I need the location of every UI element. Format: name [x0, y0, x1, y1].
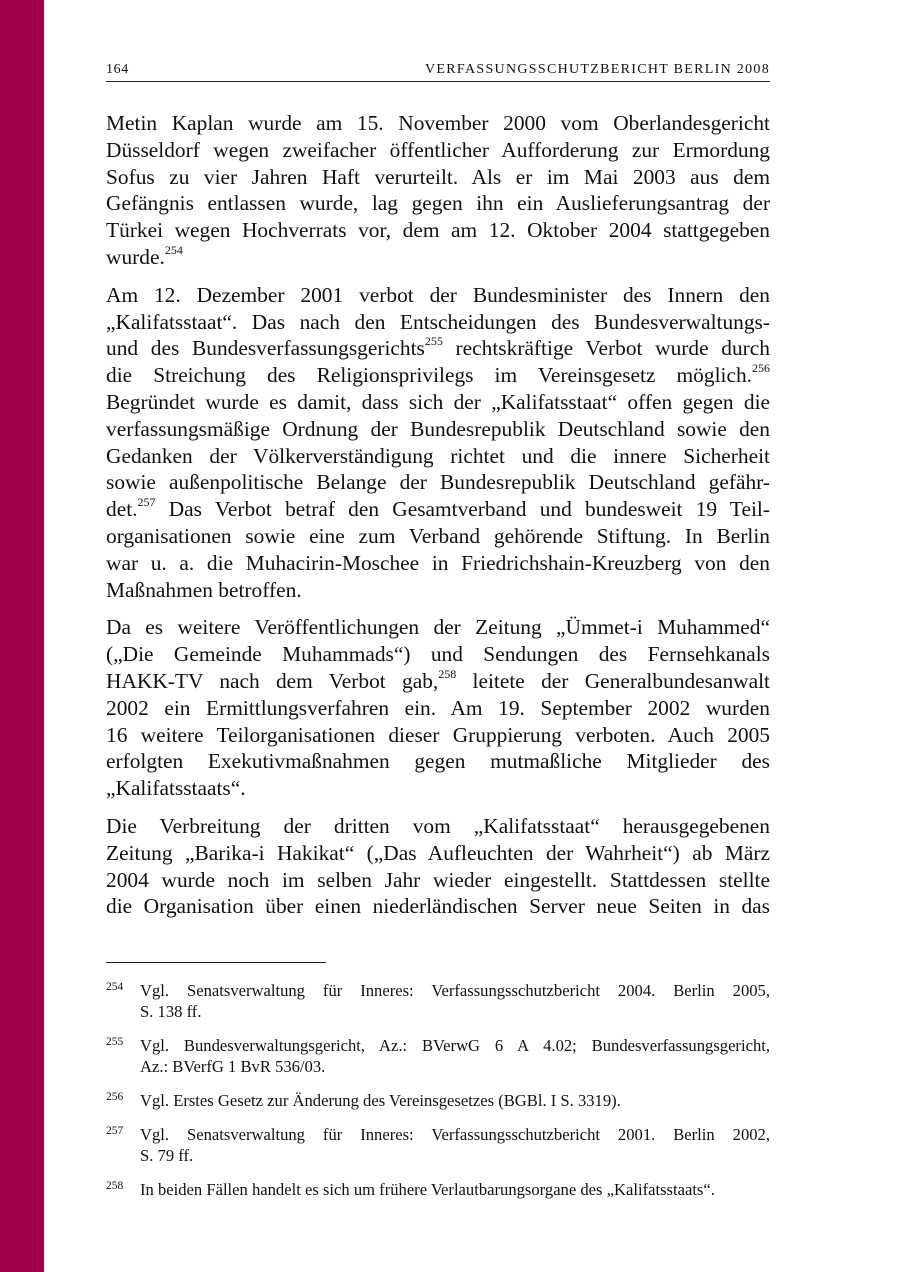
body-text — [106, 110, 770, 920]
text-line: Da es weitere Veröffentlichungen der Zeitung „Ümmet-i Muhammed“ — [106, 615, 770, 640]
text-line: Türkei wegen Hochverrats vor, dem am 12. Oktober 2004 stattgegeben — [106, 218, 770, 243]
text-line: Vgl. Erstes Gesetz zur Änderung des Vereinsgesetzes (BGBl. I S. 3319). — [140, 1091, 621, 1110]
text-fragment: die Streichung des Religionsprivilegs im Vereinsgesetz möglich. — [106, 363, 752, 388]
text-line: Gedanken der Völkerverständigung richtet und die innere Sicherheit — [106, 443, 770, 468]
footnote-number: 257 — [106, 1125, 124, 1137]
text-line: Metin Kaplan wurde am 15. November 2000 vom Oberlandesgericht — [106, 111, 770, 135]
footnote — [106, 1179, 770, 1200]
text-line: Az.: BVerfG 1 BvR 536/03. — [140, 1057, 326, 1076]
paragraph — [106, 813, 770, 920]
paragraph — [106, 614, 770, 802]
text-fragment: Das Verbot betraf den Gesamtverband und bundesweit 19 Teil- — [155, 497, 770, 522]
text-line — [106, 668, 770, 695]
text-line: 16 weitere Teilorganisationen dieser Gruppierung verboten. Auch 2005 — [106, 722, 770, 747]
footnotes — [106, 980, 770, 1213]
footnote-text — [140, 1179, 770, 1200]
footnote-number: 258 — [106, 1180, 124, 1192]
text-line: die Organisation über einen niederländischen Server neue Seiten in das — [106, 894, 770, 919]
footnote-ref[interactable]: 257 — [137, 495, 156, 510]
text-line: Zeitung „Barika-i Hakikat“ („Das Aufleuchten der Wahrheit“) ab März — [106, 840, 770, 865]
paragraph — [106, 110, 770, 271]
text-line: war u. a. die Muhacirin-Moschee in Friedrichshain-Kreuzberg von den — [106, 550, 770, 575]
text-line: 2004 wurde noch im selben Jahr wieder eingestellt. Stattdessen stellte — [106, 867, 770, 892]
footnote-text — [140, 1124, 770, 1166]
text-line: Vgl. Senatsverwaltung für Inneres: Verfassungsschutzbericht 2001. Berlin 2002, — [140, 1125, 770, 1144]
footnote — [106, 1124, 770, 1166]
sidebar-color-band — [0, 0, 44, 1272]
text-fragment: rechtskräftige Verbot wurde durch — [442, 336, 770, 361]
text-line — [106, 244, 770, 271]
footnote-number: 256 — [106, 1091, 124, 1103]
page-header — [106, 62, 770, 82]
footnote-number: 255 — [106, 1036, 124, 1048]
footnote-number: 254 — [106, 981, 124, 993]
running-title: VERFASSUNGSSCHUTZBERICHT BERLIN 2008 — [425, 62, 770, 77]
text-line: „Kalifatsstaats“. — [106, 776, 246, 801]
text-fragment: und des Bundesverfassungsgerichts — [106, 336, 425, 361]
text-line: verfassungsmäßige Ordnung der Bundesrepublik Deutschland sowie den — [106, 416, 770, 441]
text-line: S. 138 ff. — [140, 1002, 202, 1021]
text-line: Die Verbreitung der dritten vom „Kalifatsstaat“ herausgegebenen — [106, 813, 770, 838]
footnote-ref[interactable]: 258 — [438, 666, 457, 681]
text-line: 2002 ein Ermittlungsverfahren ein. Am 19. September 2002 wurden — [106, 695, 770, 720]
text-line: Sofus zu vier Jahren Haft verurteilt. Als er im Mai 2003 aus dem — [106, 164, 770, 189]
text-line: Begründet wurde es damit, dass sich der „Kalifatsstaat“ offen gegen die — [106, 389, 770, 414]
text-line — [106, 496, 770, 523]
footnote-text — [140, 1090, 770, 1111]
footnote-text — [140, 1035, 770, 1077]
text-line: Vgl. Bundesverwaltungsgericht, Az.: BVerwG 6 A 4.02; Bundesverfassungsgericht, — [140, 1036, 770, 1055]
footnote — [106, 980, 770, 1022]
text-line: Am 12. Dezember 2001 verbot der Bundesminister des Innern den — [106, 282, 770, 307]
text-fragment: HAKK-TV nach dem Verbot gab, — [106, 668, 439, 693]
text-line: Vgl. Senatsverwaltung für Inneres: Verfassungsschutzbericht 2004. Berlin 2005, — [140, 981, 770, 1000]
text-line: „Kalifatsstaat“. Das nach den Entscheidungen des Bundesverwaltungs- — [106, 309, 770, 334]
footnote — [106, 1090, 770, 1111]
text-line: Maßnahmen betroffen. — [106, 577, 302, 602]
footnote-ref[interactable]: 256 — [752, 361, 770, 376]
paragraph — [106, 282, 770, 604]
page-content — [106, 62, 770, 931]
footnote-ref[interactable]: 254 — [164, 242, 183, 257]
text-fragment: det. — [106, 497, 138, 522]
footnote-separator — [106, 962, 326, 963]
text-line — [106, 335, 770, 362]
footnote-text — [140, 980, 770, 1022]
text-line: („Die Gemeinde Muhammads“) und Sendungen des Fernsehkanals — [106, 642, 770, 667]
text-fragment: wurde. — [106, 244, 165, 269]
footnote-ref[interactable]: 255 — [424, 334, 443, 349]
text-line: In beiden Fällen handelt es sich um frühere Verlautbarungsorgane des „Kalifatsstaats“. — [140, 1180, 715, 1199]
page-number: 164 — [106, 62, 129, 77]
text-line: Düsseldorf wegen zweifacher öffentlicher Aufforderung zur Ermordung — [106, 137, 770, 162]
text-line: sowie außenpolitische Belange der Bundesrepublik Deutschland gefähr- — [106, 470, 770, 495]
text-line: erfolgten Exekutivmaßnahmen gegen mutmaßliche Mitglieder des — [106, 749, 770, 774]
text-line: S. 79 ff. — [140, 1146, 194, 1165]
text-line: Gefängnis entlassen wurde, lag gegen ihn ein Auslieferungsantrag der — [106, 191, 770, 216]
text-fragment: leitete der Generalbundesanwalt — [456, 668, 770, 693]
text-line: organisationen sowie eine zum Verband gehörende Stiftung. In Berlin — [106, 523, 770, 548]
text-line — [106, 362, 770, 389]
footnote — [106, 1035, 770, 1077]
